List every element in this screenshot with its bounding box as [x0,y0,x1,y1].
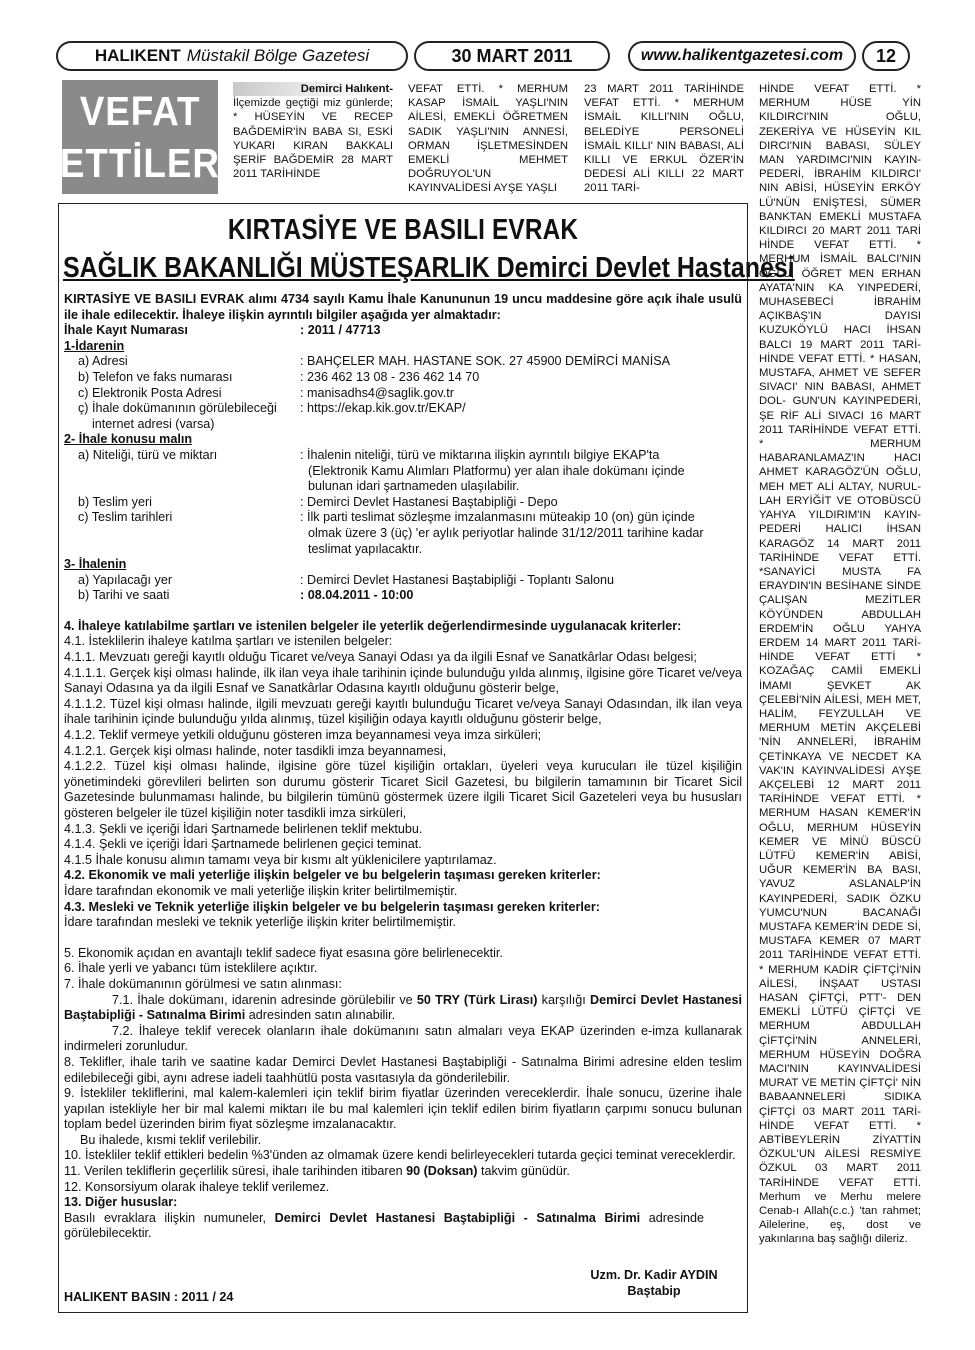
dokuman-label: ç) İhale dokümanının görülebileceği [78,401,277,416]
row-email [64,386,742,402]
teslim-tarih-value-2: olmak üzere 3 (üç) 'er aylık periyotlar halinde 31/12/2011 tarihine kadar [308,525,704,540]
teslim-tarih-label: c) Teslim tarihleri [78,510,173,525]
signature-block [579,1268,729,1299]
paper-name-box [56,41,408,71]
row-telefon [64,370,742,386]
column-1-heading: Demirci Halıkent- [233,82,393,96]
para-10: 10. İstekliler teklif ettikleri bedelin %3'ünden az olmamak üzere kendi belirleyecekleri tutarda geçici teminat vereceklerdir. [64,1148,736,1163]
para-4-1-1-2: 4.1.1.2. Tüzel kişi olması halinde, ilgili mevzuatı gereği kayıtlı bulunduğu Ticaret ve/veya Sanayi Odasından, ilk ilan veya ihale tarihinin içinde bulunduğu yılda alınmış, tüzel kişiliğin odaya kayıtlı olduğunu gösterir belge, [64,696,742,727]
nitelik-value-1: : İhalenin niteliği, türü ve miktarına ilişkin ayrıntılı bilgiye EKAP'ta [300,447,660,462]
para-4: 4. İhaleye katılabilme şartları ve istenilen belgeler ile yeterlik değerlendirmesinde uygulanacak kriterler: [64,618,682,633]
para-13-text-c: adresinde görülebilecektir. [64,1210,705,1241]
para-4-1-2-1: 4.1.2.1. Gerçek kişi olması halinde, noter tasdikli imza beyannamesi, [64,743,447,758]
column-2-text: VEFAT ETTİ. * MERHUM KASAP İSMAİL YAŞLI'NIN AİLESİ, EMEKLİ ÖĞRETMEN SADIK YAŞLI'NIN ANNESİ, ORMAN İŞLETMESİNDEN EMEKLİ MEHMET DOĞRUYOL'UN KAYINVALİDESİ AYŞE YAŞLI [408,83,568,195]
row-kayit [64,323,742,339]
tender-notice [58,203,795,1313]
nitelik-value-3: bulunan idari şartnameden ulaşılabilir. [308,479,520,494]
kayit-label: İhale Kayıt Numarası [64,323,188,338]
notice-body [64,292,742,1242]
banner-line-1: VEFAT [79,88,201,134]
notice-subtitle: SAĞLIK BAKANLIĞI MÜSTEŞARLIK Demirci Devlet Hastanesi [63,252,795,284]
obituary-banner [59,80,221,194]
press-reference: HALIKENT BASIN : 2011 / 24 [64,1290,234,1304]
telefon-value: : 236 462 13 08 - 236 462 14 70 [300,369,480,384]
para-5: 5. Ekonomik açıdan en avantajlı teklif sadece fiyat esasına göre belirlenecektir. [64,945,503,960]
row-teslim-tarih-2 [64,526,742,542]
website-link[interactable]: www.halikentgazetesi.com [628,41,856,71]
obituary-column-3 [584,82,744,196]
para-4-3-text: İdare tarafından mesleki ve teknik yeterliğe ilişkin kriter belirtilmemiştir. [64,915,456,930]
issue-date: 30 MART 2011 [414,41,610,71]
para-4-1-1-1: 4.1.1.1. Gerçek kişi olması halinde, ilk ilan veya ihale tarihinin içinde bulunduğu yılda alınmış, ilgisine göre Ticaret ve/veya Sanayi Odasına ya da ilgili Esnaf ve Sanatkârlar Odasına kayıtlı olduğunu gösterir belge, [64,665,742,696]
tarih-saat-value: : 08.04.2011 - 10:00 [300,588,414,603]
row-dokuman [64,401,742,417]
email-label: c) Elektronik Posta Adresi [78,385,222,400]
para-7-1-e: adresinden satın alınabilir. [248,1008,396,1023]
obituary-column-1 [233,82,393,181]
row-nitelik-2 [64,464,742,480]
para-7-1-c: karşılığı [541,992,586,1007]
para-4-1: 4.1. İsteklilerin ihaleye katılma şartları ve istenilen belgeler: [64,634,393,649]
para-9-b: Bu ihalede, kısmi teklif verilebilir. [80,1132,262,1147]
section-2-heading: 2- İhale konusu malın [64,432,193,447]
section-1-heading: 1-İdarenin [64,338,125,353]
notice-intro: KIRTASİYE VE BASILI EVRAK alımı 4734 sayılı Kamu İhale Kanununun 19 uncu maddesine göre açık ihale usulü ile ihale edilecektir. İhaleye ilişkin ayrıntılı bilgiler aşağıda yer almaktadır: [64,292,742,322]
para-7-1-b: 50 TRY (Türk Lirası) [416,992,538,1007]
column-4-text: HİNDE VEFAT ETTİ. * MERHUM HÜSE YİN KILDIRCI'NIN OĞLU, ZEKERİYA VE HÜSEYİN KIL DIRCI'NIN BABASI, SÜLEY MAN YARDIMCI'NIN KAYIN- PEDERİ, İBRAHİM KILDIRCI' NIN ABİSİ, HÜSEYİN ERKÖY LÜ'NÜN ENİŞTESİ, SÜMER BANKTAN EMEKLİ MUSTAFA KILDIRCI 20 MART 2011 TARİ HİNDE VEFAT ETTİ. * MERHUM İSMAİL BALCI'NIN OĞLU, ÖĞRET MEN ERHAN AYATA'NIN KA YINPEDERİ, MUHASEBECİ İBRAHİM AÇIKBAŞ'IN DAYISI KUZUKÖYLÜ HACI İHSAN BALCI 19 MART 2011 TARİ- HİNDE VEFAT ETTİ. * HASAN, MUSTAFA, AHMET VE SEFER SIVACI' NIN BABASI, AHMET DOL- GUN'UN KAYINPEDERİ, ŞE RİF ALİ SIVACI 16 MART 2011 TARİHİNDE VEFAT ETTİ. * MERHUM HABARANLAMAZ'IN HACI AHMET KARAGÖZ'ÜN OĞLU, MEH MET ALİ ALTAY, NURUL- LAH ERYİĞİT VE OTOBÜSCÜ YAHYA YILDIRIM'IN KAYIN- PEDERİ HALICI İHSAN KARAGÖZ 14 MART 2011 TARİHİNDE VEFAT ETTİ. *SANAYİCİ MUSTA FA ERAYDIN'IN BESİHANE SİNDE ÇALIŞAN MEZİTLER KÖYÜNDEN ABDULLAH ERDEM'İN OĞLU YAHYA ERDEM 14 MART 2011 TARİ- HİNDE VEFAT ETTİ * KOZAĞAÇ CAMİİ EMEKLİ İMAMI ŞEVKET AK ÇELEBİ'NİN AİLESİ, MEH MET, HALİM, FEYZULLAH VE MERHUM METİN AKÇELEBİ 'NİN ANNELERİ, İBRAHİM ÇETİNKAYA VE NECDET KA VAK'IN KAYINVALİDESİ AYŞE AKÇELEBİ 12 MART 2011 TARİHİNDE VEFAT ETTİ. * MERHUM HASAN KEMER'İN OĞLU, MERHUM HÜSEYİN KEMER VE MİNÜ BÜSCÜ LÜTFÜ KEMER'İN ABİSİ, UĞUR KEMER'İN BA BASI, YAVUZ ASLANALP'İN KAYINPEDERİ, SADIK ÖZKU YUMCU'NUN BACANAĞI MUSTAFA KEMER'İN DEDE Sİ, MUSTAFA KEMER 07 MART 2011 TARİHİNDE VEFAT ETTİ. * MERHUM KADİR ÇİFTÇİ'NİN AİLESİ, İNŞAAT USTASI HASAN ÇİFTÇİ, PTT'- DEN EMEKLİ LÜTFÜ ÇİFTÇİ VE MERHUM ABDULLAH ÇİFTÇİ'NİN ANNELERİ, MERHUM HÜSEYİN DOĞRA MACI'NIN KAYINVALİDESİ MURAT VE METİN ÇİFTÇİ' NİN BABAANNELERİ SIDIKA ÇİFTÇİ 03 MART 2011 TARİ- HİNDE VEFAT ETTİ. * ABTİBEYLERİN ZİYATTİN ÖZKUL'UN AİLESİ RESMİYE ÖZKUL 03 MART 2011 TARİHİNDE VEFAT ETTİ. Merhum ve Merhu melere Cenab-ı Allah(c.c.) 'tan rahmet; Ailelerine, eş, dost ve yakınlarına baş sağlığı dileriz. [759,83,921,1246]
para-8: 8. Teklifler, ihale tarih ve saatine kadar Demirci Devlet Hastanesi Baştabipliği - Satınalma Birimi adresine elden teslim edilebileceği gibi, aynı adrese iadeli taahhütlü posta vasıtasıyla da gönderilebilir. [64,1054,742,1085]
para-13-text-b: Demirci Devlet Hastanesi Baştabipliği - Satınalma Birimi [274,1210,641,1225]
yer-label: a) Yapılacağı yer [78,572,173,587]
yer-value: : Demirci Devlet Hastanesi Baştabipliği - Toplantı Salonu [300,572,615,587]
row-teslim-tarih [64,510,742,526]
column-1-text: İlçemizde geçtiği miz günlerde; * HÜSEYİN VE RECEP BAĞDEMİR'İN BABA SI, ESKİ YUKARI KIRAN BAKKALI ŞERİF BAĞDEMİR 28 MART 2011 TARİHİNDE [233,97,393,181]
para-11-c: takvim günüdür. [480,1164,570,1179]
para-13-text-a: Basılı evraklara ilişkin numuneler, [64,1210,267,1225]
teslim-tarih-value-3: teslimat yapılacaktır. [308,541,423,556]
para-4-1-1: 4.1.1. Mevzuatı gereği kayıtlı olduğu Ticaret ve/veya Sanayi Odası ya da ilgili Esnaf ve Sanatkârlar Odası belgesi; [64,650,697,665]
dokuman-label-2: internet adresi (varsa) [92,416,215,431]
paper-tagline: Müstakil Bölge Gazetesi [186,46,370,65]
para-11 [64,1164,742,1180]
nitelik-label: a) Niteliği, türü ve miktarı [78,447,218,462]
para-7: 7. İhale dokümanının görülmesi ve satın alınması: [64,976,342,991]
signer-name: Uzm. Dr. Kadir AYDIN [590,1268,718,1282]
teslim-tarih-value-1: : İlk parti teslimat sözleşme imzalanmasını müteakip 10 (on) gün içinde [300,510,695,525]
para-7-2: 7.2. İhaleye teklif verecek olanların ihale dokümanını satın almaları veya EKAP üzerinden e-imza kullanarak indirmeleri zorunludur. [64,1023,742,1054]
row-tarih-saat [64,588,742,604]
page-number: 12 [862,41,910,71]
dokuman-value[interactable]: : https://ekap.kik.gov.tr/EKAP/ [300,401,466,416]
para-7-1-d: Demirci Devlet Hastanesi Baştabipliği - Satınalma Birimi [64,992,743,1023]
adres-label: a) Adresi [78,354,128,369]
para-6: 6. İhale yerli ve yabancı tüm isteklilere açıktır. [64,961,318,976]
para-12: 12. Konsorsiyum olarak ihaleye teklif verilemez. [64,1179,330,1194]
paper-name: HALIKENT [94,46,181,65]
para-9: 9. İstekliler tekliflerini, mal kalem-kalemleri için teklif birim fiyatlar üzerinden vereceklerdir. İhale sonucu, üzerine ihale yapılan istekliyle her bir mal kalemi miktarı ile bu mal kalemleri için teklif edilen birim fiyatların çarpımı sonucu bulunan toplam bedel üzerinden birim fiyat sözleşme imzalanacaktır. [64,1086,742,1132]
para-4-1-4: 4.1.4. Şekli ve içeriği İdari Şartnamede belirlenen geçici teminat. [64,837,422,852]
row-adres [64,354,742,370]
para-13-text [64,1211,704,1242]
para-4-1-2-2: 4.1.2.2. Tüzel kişi olması halinde, ilgisine göre tüzel kişiliğin ortakları, üyeleri veya kurucuları ile tüzel kişiliğin yönetimindeki görevlileri belirten son durumu gösterir Ticaret Sicil Gazetesi, bu bilgilerin tamamının bir Ticaret Sicil Gazetesinde bulunmaması halinde, bu bilgilerin tümünü göstermek üzere ilgili Ticaret Sicil Gazeteleri veya bu hususları gösteren belgeler ile tüzel kişiliğin noter tasdikli imza sirküleri, [64,759,742,820]
para-7-1-a: 7.1. İhale dokümanı, idarenin adresinde görülebilir ve [112,992,413,1007]
row-nitelik [64,448,742,464]
para-4-2: 4.2. Ekonomik ve mali yeterliğe ilişkin belgeler ve bu belgelerin taşıması gereken kriterler: [64,868,601,883]
column-3-text: 23 MART 2011 TARİHİNDE VEFAT ETTİ. * MERHUM İSMAİL KILLI'NIN OĞLU, BELEDİYE PERSONELİ İSMAİL KILLI' NIN BABASI, ALİ KILLI VE ERKUL ÖZER'İN DEDESİ ALİ KILLI 22 MART 2011 TARİ- [584,83,744,195]
adres-value: : BAHÇELER MAH. HASTANE SOK. 27 45900 DEMİRCİ MANİSA [300,354,670,369]
row-yer [64,573,742,589]
para-13: 13. Diğer hususlar: [64,1195,178,1210]
banner-line-2: ETTİLER [59,140,221,186]
para-4-3: 4.3. Mesleki ve Teknik yeterliğe ilişkin belgeler ve bu belgelerin taşıması gereken kriterler: [64,899,600,914]
para-4-1-5: 4.1.5 İhale konusu alımın tamamı veya bir kısmı alt yüklenicilere yaptırılamaz. [64,852,497,867]
nitelik-value-2: (Elektronik Kamu Alımları Platformu) yer alan ihale dokümanı içinde [308,463,685,478]
signer-title: Baştabip [627,1283,681,1298]
row-nitelik-3 [64,479,742,495]
tarih-saat-label: b) Tarihi ve saati [78,588,170,603]
para-11-a: 11. Verilen tekliflerin geçerlilik süresi, ihale tarihinden itibaren [64,1164,403,1179]
row-dokuman-2 [64,417,742,433]
section-3-heading: 3- İhalenin [64,557,127,572]
row-teslim-yeri [64,495,742,511]
obituary-column-2 [408,82,568,196]
teslim-yeri-value: : Demirci Devlet Hastanesi Baştabipliği - Depo [300,494,558,509]
row-teslim-tarih-3 [64,542,742,558]
para-4-1-3: 4.1.3. Şekli ve içeriği İdari Şartnamede belirlenen teklif mektubu. [64,821,423,836]
kayit-value: : 2011 / 47713 [300,323,381,338]
para-4-1-2: 4.1.2. Teklif vermeye yetkili olduğunu gösteren imza beyannamesi veya imza sirküleri; [64,728,542,743]
para-11-b: 90 (Doksan) [406,1164,478,1179]
notice-title: KIRTASİYE VE BASILI EVRAK [227,214,579,246]
telefon-label: b) Telefon ve faks numarası [78,369,233,384]
para-7-1 [64,993,742,1024]
para-4-2-text: İdare tarafından ekonomik ve mali yeterliğe ilişkin kriter belirtilmemiştir. [64,883,458,898]
email-value[interactable]: : manisadhs4@saglik.gov.tr [300,385,454,400]
teslim-yeri-label: b) Teslim yeri [78,494,152,509]
